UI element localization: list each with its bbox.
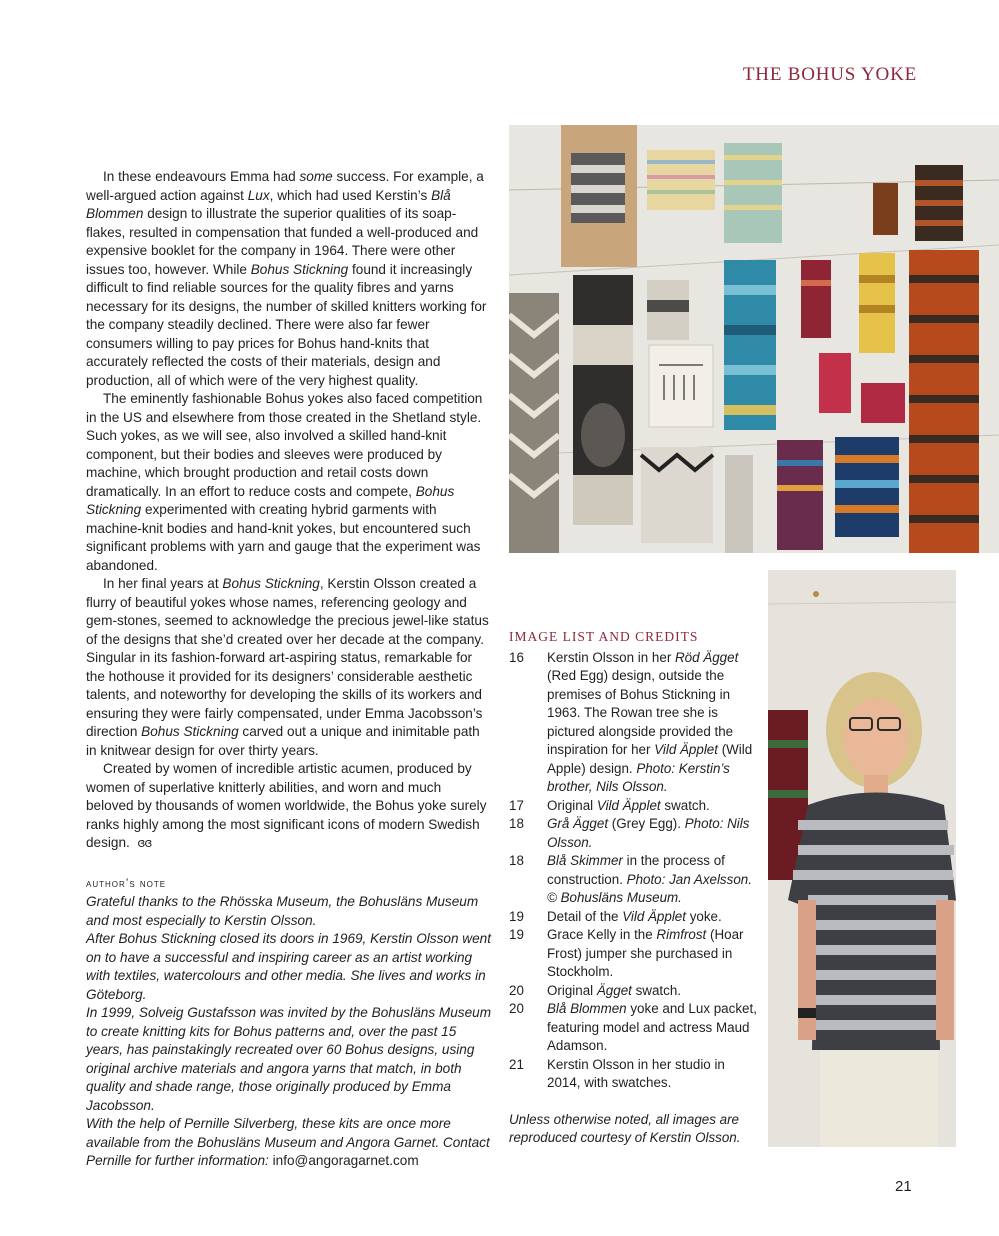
note-line-1: Grateful thanks to the Rhösska Museum, the Bohusläns Museum and most especially to Kerstin Olsson. <box>86 894 479 928</box>
credit-item <box>509 649 761 797</box>
text: found it increasingly difficult to find reliable sources for the quality fibres and yarns necessary for its designs, the number of skilled knitters working for the company steadily declined. There were also far fewer consumers willing to pay prices for Bohus hand-knits that accurately reflected the costs of their materials, design and production, all of which were of the very highest quality. <box>86 261 487 388</box>
credit-run: swatch. <box>660 797 710 813</box>
credit-emphasis: Blå Blommen <box>547 1001 627 1016</box>
credit-text <box>547 797 761 816</box>
credit-item <box>509 852 761 908</box>
credit-run: Kerstin Olsson in her <box>547 649 676 665</box>
emphasis: Bohus Stickning <box>86 483 455 517</box>
page-number: 21 <box>895 1178 912 1195</box>
credit-item <box>509 797 761 816</box>
credit-run: Kerstin Olsson in her studio in 2014, with swatches. <box>547 1056 725 1090</box>
portrait-photo <box>768 570 956 1147</box>
credit-text <box>547 982 761 1001</box>
portrait-illustration <box>768 570 956 1147</box>
text: carved out a unique and inimitable path in knitwear design for over thirty years. <box>86 724 480 758</box>
credit-text <box>547 852 761 908</box>
credit-text <box>547 1000 761 1056</box>
emphasis: Bohus Stickning <box>222 576 320 591</box>
credit-emphasis: Vild Äpplet <box>654 742 718 757</box>
credit-emphasis: Vild Äpplet <box>596 797 661 813</box>
credit-item <box>509 1000 761 1056</box>
credit-run: in the process of construction. <box>547 853 725 887</box>
credit-run: yoke and Lux packet, featuring model and actress Maud Adamson. <box>547 1001 757 1053</box>
text: In these endeavours Emma had <box>103 169 300 184</box>
credit-text <box>547 908 761 927</box>
emphasis: Bohus Stickning <box>141 724 239 739</box>
credits-title: IMAGE LIST AND CREDITS <box>509 629 699 644</box>
credit-number: 16 <box>509 649 524 665</box>
note-heading: author’s note <box>86 877 167 890</box>
text: success. For example, a well-argued action against <box>86 169 484 203</box>
swatches-illustration <box>509 125 999 553</box>
credit-emphasis: Rimfrost <box>656 927 707 942</box>
credit-number: 18 <box>509 816 524 831</box>
emphasis: Bohus Stickning <box>250 261 349 277</box>
note-line-4 <box>86 1115 492 1171</box>
swatches-photo <box>509 125 999 553</box>
credit-item <box>509 1056 761 1093</box>
text: In her final years at <box>103 576 223 591</box>
credit-run: Grace Kelly in the <box>547 927 657 942</box>
credit-emphasis: Röd Ägget <box>675 649 739 665</box>
paragraph-3 <box>86 575 492 760</box>
text: , which had used Kerstin’s <box>269 187 432 203</box>
credit-emphasis: Vild Äpplet <box>622 908 686 924</box>
running-header: THE BOHUS YOKE <box>742 64 917 85</box>
paragraph-4 <box>86 760 492 853</box>
credit-run: yoke. <box>685 908 722 924</box>
credit-item <box>509 908 761 927</box>
credit-run: swatch. <box>631 982 681 998</box>
credit-item <box>509 982 761 1001</box>
credit-text <box>547 926 761 982</box>
end-mark-icon: ɞɞ <box>137 836 152 850</box>
contact-email: info@angoragarnet.com <box>272 1153 419 1168</box>
emphasis: Blå Blommen <box>86 187 451 221</box>
credits-footer: Unless otherwise noted, all images are reproduced courtesy of Kerstin Olsson. <box>509 1111 741 1145</box>
credit-number: 20 <box>509 982 524 998</box>
credit-item <box>509 926 761 982</box>
credit-number: 19 <box>509 908 524 924</box>
credit-emphasis: Ägget <box>596 982 632 998</box>
note-line-3: In 1999, Solveig Gustafsson was invited by the Bohusläns Museum to create knitting kits for Bohus patterns and, over the past 15 years, has painstakingly recreated over 60 Bohus designs, using original archive materials and angora yarns that match, in both quality and shade range, those originally produced by Emma Jacobsson. <box>86 1005 492 1113</box>
credit-emphasis: Photo: Nils Olsson. <box>547 816 750 850</box>
credit-emphasis: Photo: Jan Axelsson. © Bohusläns Museum. <box>547 871 752 905</box>
credit-item <box>509 815 761 852</box>
emphasis: Lux <box>247 187 270 203</box>
credit-text <box>547 815 761 852</box>
credit-text <box>547 1056 761 1093</box>
credit-number: 20 <box>509 1001 524 1016</box>
text: , Kerstin Olsson created a flurry of beautiful yokes whose names, referencing geology and gem-stones, seemed to acknowledge the precious jewel-like status of the designs that she’d created over her decade at the company. Singular in its fashion-forward art-aspiring status, remarkable for the hothouse it provided for its designers’ considerable aesthetic talents, and noteworthy for developing the skills of its workers and ensuring they were fairly compensated, under Emma Jacobsson’s direction <box>86 576 489 739</box>
text: The eminently fashionable Bohus yokes also faced competition in the US and elsewhere from those created in the Shetland style. Such yokes, as we will see, also involved a skilled hand-knit component, but their bodies and sleeves were produced by machine, which brought production and retail costs down dramatically. In an effort to reduce costs and compete, <box>86 391 483 499</box>
credit-run: Original <box>547 797 597 813</box>
credit-run: (Grey Egg). <box>608 816 685 831</box>
text: experimented with creating hybrid garments with machine-knit bodies and hand-knit yokes, but encountered such significant problems with yarn and gauge that the experiment was abandoned. <box>86 502 481 573</box>
credit-run: Original <box>547 982 597 998</box>
text: With the help of Pernille Silverberg, these kits are once more available from the Bohusläns Museum and Angora Garnet. Contact Pernille for further information: <box>86 1116 490 1168</box>
credit-run: (Wild Apple) design. <box>547 742 753 776</box>
image-credits <box>509 628 761 1148</box>
emphasis: some <box>299 169 333 184</box>
credit-run: (Red Egg) design, outside the premises of Bohus Stickning in 1963. The Rowan tree she is pictured alongside provided the inspiration for her <box>547 668 734 757</box>
credit-emphasis: Grå Ägget <box>547 816 609 831</box>
text: Created by women of incredible artistic acumen, produced by women of superlative knitterly abilities, and worn and much beloved by thousands of women worldwide, the Bohus yoke surely ranks highly among the most significant icons of modern Swedish design. <box>86 761 487 850</box>
credit-number: 18 <box>509 853 524 868</box>
credit-emphasis: Photo: Kerstin’s brother, Nils Olsson. <box>547 760 730 794</box>
text: design to illustrate the superior qualities of its soap-flakes, resulted in compensation that funded a well-produced and expensive booklet for the company in 1964. There were other issues too, however. While <box>86 206 479 277</box>
paragraph-2 <box>86 390 492 575</box>
credit-run: Detail of the <box>547 908 623 924</box>
paragraph-1 <box>86 168 492 390</box>
credit-number: 17 <box>509 797 524 813</box>
main-text-column <box>86 168 492 1171</box>
credit-number: 19 <box>509 927 524 942</box>
credit-emphasis: Blå Skimmer <box>547 853 623 868</box>
note-line-2: After Bohus Stickning closed its doors in 1969, Kerstin Olsson went on to have a successful and inspiring career as an artist working with textiles, watercolours and other media. She lives and works in Göteborg. <box>86 931 491 1002</box>
authors-note <box>86 875 492 1171</box>
credit-run: (Hoar Frost) jumper she purchased in Stockholm. <box>547 927 744 979</box>
credit-text <box>547 649 761 797</box>
credit-list <box>509 649 761 1093</box>
credit-number: 21 <box>509 1056 524 1072</box>
